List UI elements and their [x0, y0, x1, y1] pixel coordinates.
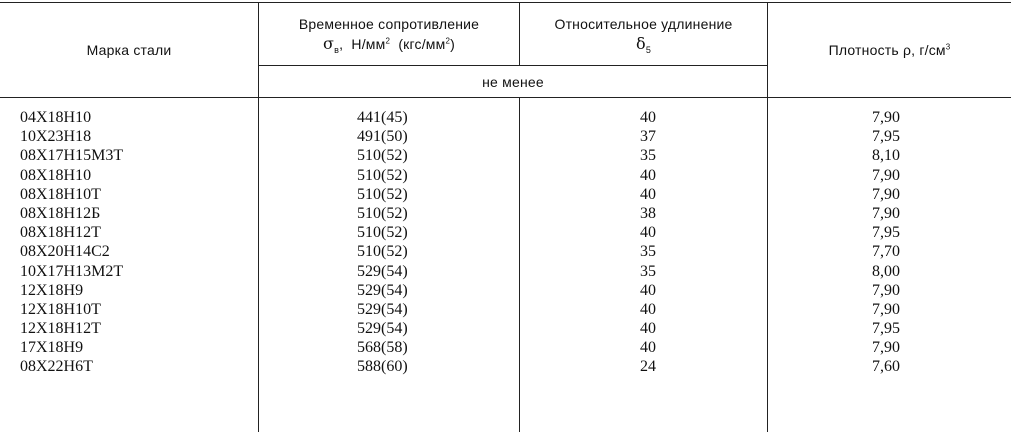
cell-grade: 08Х18Н12Т — [20, 224, 101, 242]
header-not-less — [259, 66, 767, 97]
cell-elongation: 40 — [640, 300, 656, 318]
cell-grade: 08Х22Н6Т — [20, 358, 93, 376]
cell-grade: 08Х17Н15М3Т — [20, 147, 124, 165]
table-row — [0, 204, 1011, 223]
cell-strength: 529(54) — [357, 300, 408, 318]
cell-strength: 510(52) — [357, 147, 408, 165]
cell-elongation: 38 — [640, 204, 656, 222]
cell-density: 7,95 — [872, 224, 900, 242]
cell-density: 7,95 — [872, 320, 900, 338]
cell-elongation: 40 — [640, 339, 656, 357]
header-strength-title: Временное сопротивление — [298, 15, 480, 32]
cell-density: 7,60 — [872, 358, 900, 376]
table-row — [0, 357, 1011, 376]
cell-elongation: 40 — [640, 281, 656, 299]
cell-grade: 10Х23Н18 — [20, 128, 92, 146]
table-row — [0, 300, 1011, 319]
cell-grade: 08Х18Н10Т — [20, 185, 101, 203]
cell-elongation: 35 — [640, 147, 656, 165]
table-row — [0, 166, 1011, 185]
cell-density: 7,90 — [872, 109, 900, 126]
table-row — [0, 262, 1011, 281]
cell-elongation: 24 — [640, 358, 656, 376]
header-elongation-title: Относительное удлинение — [554, 15, 733, 32]
cell-elongation: 40 — [640, 166, 656, 184]
cell-strength: 441(45) — [357, 109, 408, 126]
header-strength-units: $\sigma_в$, $Н/мм^2$ $(кгс/мм^2)$ — [323, 33, 455, 55]
cell-elongation: 40 — [640, 320, 656, 338]
cell-strength: 510(52) — [357, 204, 408, 222]
cell-density: 7,90 — [872, 300, 900, 318]
table-row — [0, 146, 1011, 165]
cell-strength: 510(52) — [357, 224, 408, 242]
cell-elongation: 40 — [640, 185, 656, 203]
cell-strength: 529(54) — [357, 320, 408, 338]
cell-density: 8,00 — [872, 262, 900, 280]
cell-strength: 529(54) — [357, 281, 408, 299]
cell-elongation: 35 — [640, 243, 656, 261]
header-not-less-label: не менее — [482, 73, 544, 90]
cell-elongation: 35 — [640, 262, 656, 280]
cell-grade: 08Х18Н12Б — [20, 204, 101, 222]
cell-density: 7,90 — [872, 166, 900, 184]
table-row — [0, 108, 1011, 127]
table-body — [0, 108, 1011, 377]
header-density — [768, 2, 1011, 97]
cell-strength: 510(52) — [357, 185, 408, 203]
cell-density: 7,90 — [872, 185, 900, 203]
cell-strength: 510(52) — [357, 166, 408, 184]
cell-grade: 08Х18Н10 — [20, 166, 92, 184]
header-elongation — [520, 2, 767, 65]
header-grade-label: Марка стали — [86, 41, 172, 58]
table-row — [0, 185, 1011, 204]
header-strength — [259, 2, 519, 65]
table-row — [0, 223, 1011, 242]
cell-density: 8,10 — [872, 147, 900, 165]
table-row — [0, 319, 1011, 338]
cell-strength: 568(58) — [357, 339, 408, 357]
cell-density: 7,90 — [872, 281, 900, 299]
cell-grade: 12Х18Н12Т — [20, 320, 101, 338]
cell-grade: 08Х20Н14С2 — [20, 243, 110, 261]
header-grade — [0, 2, 258, 97]
header-bottom-rule — [0, 97, 1011, 98]
cell-grade: 10Х17Н13М2Т — [20, 262, 124, 280]
cell-grade: 12Х18Н9 — [20, 281, 84, 299]
header-elongation-symbol: $\delta_5$ — [635, 33, 652, 55]
cell-density: 7,90 — [872, 339, 900, 357]
cell-grade: 04Х18Н10 — [20, 109, 92, 126]
header-density-label: Плотность ρ, $г/см^3$ — [828, 41, 951, 58]
cell-elongation: 40 — [640, 109, 656, 126]
cell-strength: 588(60) — [357, 358, 408, 376]
table-row — [0, 338, 1011, 357]
cell-strength: 491(50) — [357, 128, 408, 146]
table-row — [0, 127, 1011, 146]
cell-grade: 12Х18Н10Т — [20, 300, 101, 318]
cell-density: 7,95 — [872, 128, 900, 146]
cell-density: 7,70 — [872, 243, 900, 261]
cell-elongation: 40 — [640, 224, 656, 242]
cell-grade: 17Х18Н9 — [20, 339, 84, 357]
cell-strength: 510(52) — [357, 243, 408, 261]
cell-density: 7,90 — [872, 204, 900, 222]
cell-strength: 529(54) — [357, 262, 408, 280]
table-row — [0, 242, 1011, 261]
table-row — [0, 281, 1011, 300]
cell-elongation: 37 — [640, 128, 656, 146]
